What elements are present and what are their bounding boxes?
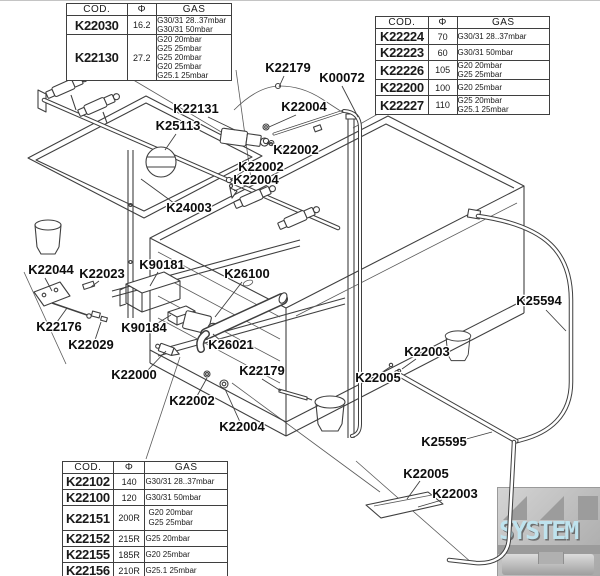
part-code: K22030 (67, 16, 128, 35)
part-code: K22151 (63, 506, 114, 531)
part-label: K22029 (68, 337, 114, 352)
valve-outlet-pipe (274, 111, 344, 134)
col-header-cod: COD. (376, 17, 429, 29)
table-row (63, 563, 228, 576)
part-label: K22002 (238, 159, 284, 174)
gas-types (457, 29, 549, 45)
gas-types (457, 80, 549, 96)
gas-type: G20 25mbar (145, 550, 190, 559)
part-code: K22223 (376, 45, 429, 61)
part-label: K22000 (111, 367, 157, 382)
part-label: K22023 (79, 266, 125, 281)
gas-type: G25 20mbar (457, 96, 502, 105)
gas-types (145, 547, 228, 563)
logo-wordmark: SYSTEM (499, 516, 578, 545)
gas-types (145, 531, 228, 547)
table-row (376, 61, 550, 80)
part-label: K22002 (169, 393, 215, 408)
gas-types (457, 96, 549, 115)
table-row (63, 490, 228, 506)
spec-table-top-left (66, 3, 232, 81)
part-code: K22200 (376, 80, 429, 96)
gas-types (145, 506, 228, 531)
gas-type: G25.1 25mbar (145, 566, 197, 575)
col-header-phi: Φ (428, 17, 457, 29)
col-header-phi: Φ (127, 4, 157, 16)
gas-types (457, 61, 549, 80)
col-header-phi: Φ (113, 462, 145, 474)
part-label: K26021 (208, 337, 254, 352)
gas-type: G30/31 28..37mbar (157, 16, 227, 25)
gas-type: G20 20mbar (457, 61, 502, 70)
part-code: K22227 (376, 96, 429, 115)
part-label: K22179 (265, 60, 311, 75)
table-row (67, 16, 232, 35)
gas-type: G30/31 50mbar (457, 48, 514, 57)
gas-type: G25 25mbar (457, 70, 502, 79)
part-label: K90181 (139, 257, 185, 272)
spec-table-top-right (375, 16, 550, 115)
gas-types (157, 16, 232, 35)
gas-type: G20 25mbar (157, 62, 202, 71)
table-row (63, 531, 228, 547)
part-label: K22179 (239, 363, 285, 378)
part-code: K22152 (63, 531, 114, 547)
part-label: K00072 (319, 70, 365, 85)
oven-body (150, 116, 524, 436)
table-row (376, 80, 550, 96)
col-header-gas: GAS (157, 4, 232, 16)
part-diameter: 140 (113, 474, 145, 490)
part-label: K26100 (224, 266, 270, 281)
gas-pipe-k25594 (467, 209, 571, 442)
part-label: K22004 (233, 172, 279, 187)
part-code: K22100 (63, 490, 114, 506)
part-diameter: 210R (113, 563, 145, 576)
part-diameter: 215R (113, 531, 145, 547)
part-diameter: 16.2 (127, 16, 157, 35)
table-row (376, 45, 550, 61)
gas-type: G20 25mbar (457, 83, 502, 92)
part-label: K22005 (355, 370, 401, 385)
gas-type: G25 25mbar (157, 44, 202, 53)
gas-types (457, 45, 549, 61)
col-header-cod: COD. (63, 462, 114, 474)
downpipe-k00072 (344, 111, 360, 436)
part-label: K22004 (219, 419, 265, 434)
col-header-gas: GAS (145, 462, 228, 474)
part-diameter: 60 (428, 45, 457, 61)
part-code: K22156 (63, 563, 114, 576)
gas-types (145, 474, 228, 490)
part-label: K22003 (432, 486, 478, 501)
gas-type: G25.1 25mbar (457, 105, 509, 114)
table-row (67, 35, 232, 81)
part-label: K22131 (173, 101, 219, 116)
part-label: K22176 (36, 319, 82, 334)
part-diameter: 110 (428, 96, 457, 115)
gas-type: G30/31 28..37mbar (457, 32, 527, 41)
gas-type: G30/31 28..37mbar (145, 477, 215, 486)
air-shutter-disc (146, 147, 176, 177)
table-row (63, 547, 228, 563)
part-label: K22003 (404, 344, 450, 359)
table-row (376, 29, 550, 45)
part-label: K24003 (166, 200, 212, 215)
part-diameter: 120 (113, 490, 145, 506)
table-row (63, 474, 228, 490)
part-label: K22004 (281, 99, 327, 114)
part-diameter: 27.2 (127, 35, 157, 81)
part-label: K22002 (273, 142, 319, 157)
gas-type: G30/31 50mbar (157, 25, 213, 34)
leader-lines (45, 76, 566, 507)
part-label: K25113 (155, 118, 201, 133)
spec-table-bottom (62, 461, 228, 576)
part-diameter: 105 (428, 61, 457, 80)
part-code: K22155 (63, 547, 114, 563)
gas-type: G25 20mbar (145, 534, 190, 543)
part-diameter: 70 (428, 29, 457, 45)
part-diameter: 200R (113, 506, 145, 531)
col-header-cod: COD. (67, 4, 128, 16)
gas-type: G20 20mbar (157, 35, 202, 44)
gas-type: G25 25mbar (148, 518, 193, 527)
gas-types (145, 490, 228, 506)
part-label: K25594 (516, 293, 562, 308)
table-row (376, 96, 550, 115)
injector-assembly (77, 91, 121, 118)
part-code: K22130 (67, 35, 128, 81)
part-code: K22226 (376, 61, 429, 80)
part-label: K25595 (421, 434, 467, 449)
part-label: K90184 (121, 320, 167, 335)
part-label: K22044 (28, 262, 74, 277)
burner-support-frame (28, 96, 262, 254)
table-row (63, 506, 228, 531)
gas-types (157, 35, 232, 81)
part-code: K22102 (63, 474, 114, 490)
part-diameter: 185R (113, 547, 145, 563)
part-code: K22224 (376, 29, 429, 45)
col-header-gas: GAS (457, 17, 549, 29)
gas-type: G25 20mbar (157, 53, 202, 62)
gas-type: G30/31 50mbar (145, 493, 202, 502)
part-label: K22005 (403, 466, 449, 481)
part-diameter: 100 (428, 80, 457, 96)
gas-type: G25.1 25mbar (157, 71, 209, 80)
gas-type: G20 20mbar (148, 508, 193, 517)
gas-types (145, 563, 228, 576)
